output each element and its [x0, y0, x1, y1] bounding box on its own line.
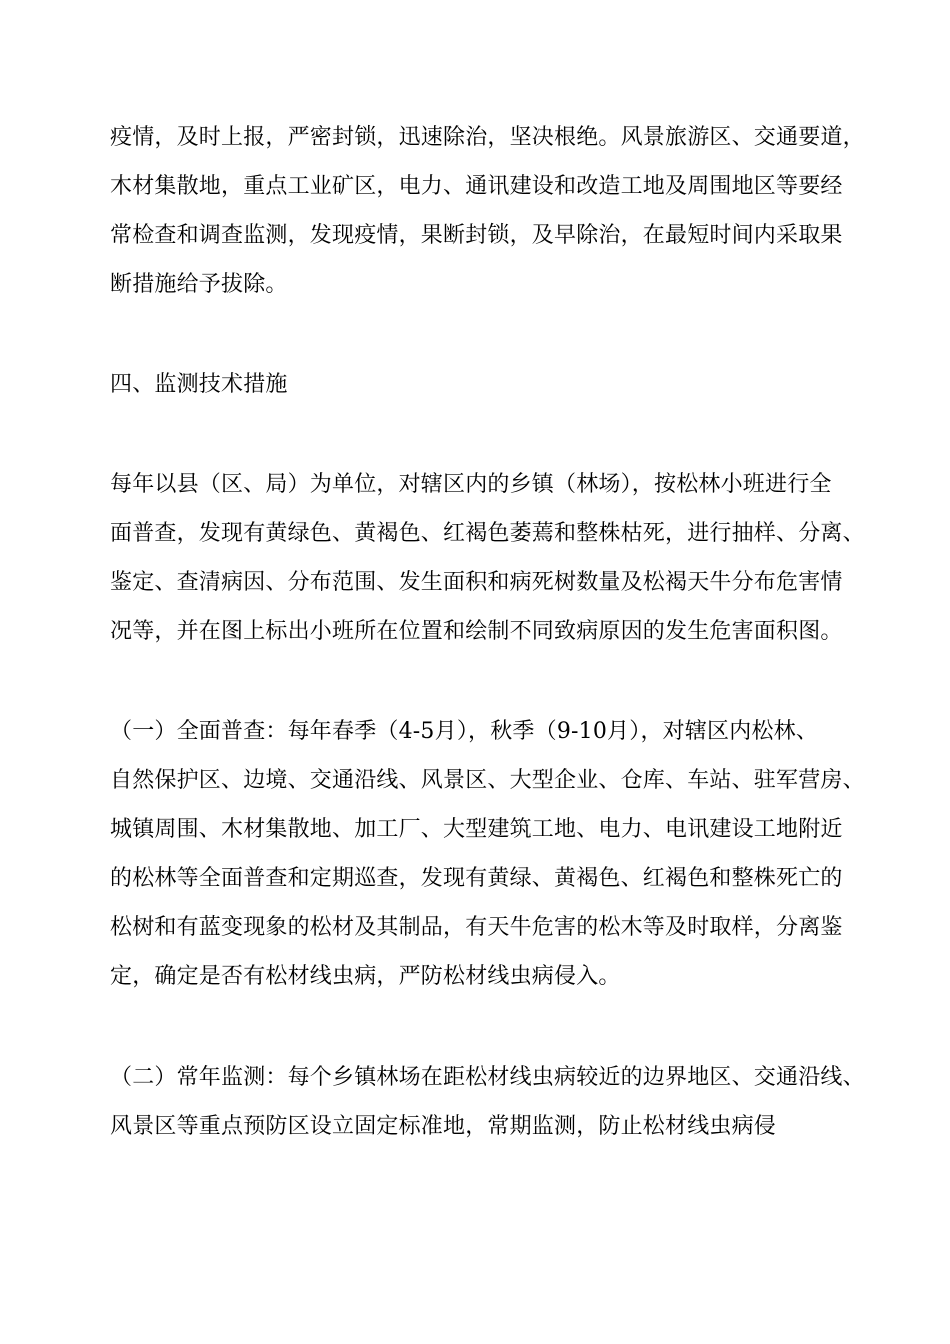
paragraph-4-line-2: 风景区等重点预防区设立固定标准地，常期监测，防止松材线虫病侵 [110, 1114, 777, 1139]
paragraph-3-line-2: 自然保护区、边境、交通沿线、风景区、大型企业、仓库、车站、驻军营房、 [110, 768, 865, 793]
paragraph-1-line-2: 木材集散地，重点工业矿区，电力、通讯建设和改造工地及周围地区等要经 [110, 174, 843, 199]
paragraph-3-line-5: 松树和有蓝变现象的松材及其制品，有天牛危害的松木等及时取样，分离鉴 [110, 915, 843, 940]
paragraph-2-line-3: 鉴定、查清病因、分布范围、发生面积和病死树数量及松褐天牛分布危害情 [110, 570, 843, 595]
paragraph-2-line-4: 况等，并在图上标出小班所在位置和绘制不同致病原因的发生危害面积图。 [110, 619, 843, 644]
paragraph-1-line-3: 常检查和调查监测，发现疫情，果断封锁，及早除治，在最短时间内采取果 [110, 223, 843, 248]
paragraph-1-line-1: 疫情，及时上报，严密封锁，迅速除治，坚决根绝。风景旅游区、交通要道， [110, 125, 865, 150]
paragraph-4-line-1: （二）常年监测：每个乡镇林场在距松材线虫病较近的边界地区、交通沿线、 [110, 1065, 865, 1090]
paragraph-3-line-1: （一）全面普查：每年春季（4-5月），秋季（9-10月），对辖区内松林、 [110, 719, 819, 744]
paragraph-3-line-3: 城镇周围、木材集散地、加工厂、大型建筑工地、电力、电讯建设工地附近 [110, 817, 843, 842]
paragraph-3-line-4: 的松林等全面普查和定期巡查，发现有黄绿、黄褐色、红褐色和整株死亡的 [110, 866, 843, 891]
paragraph-2-line-2: 面普查，发现有黄绿色、黄褐色、红褐色萎蔫和整株枯死，进行抽样、分离、 [110, 521, 865, 546]
paragraph-1-line-4: 断措施给予拔除。 [110, 272, 288, 297]
section-heading: 四、监测技术措施 [110, 372, 288, 397]
paragraph-2-line-1: 每年以县（区、局）为单位，对辖区内的乡镇（林场），按松林小班进行全 [110, 472, 832, 497]
paragraph-3-line-6: 定，确定是否有松材线虫病，严防松材线虫病侵入。 [110, 964, 621, 989]
